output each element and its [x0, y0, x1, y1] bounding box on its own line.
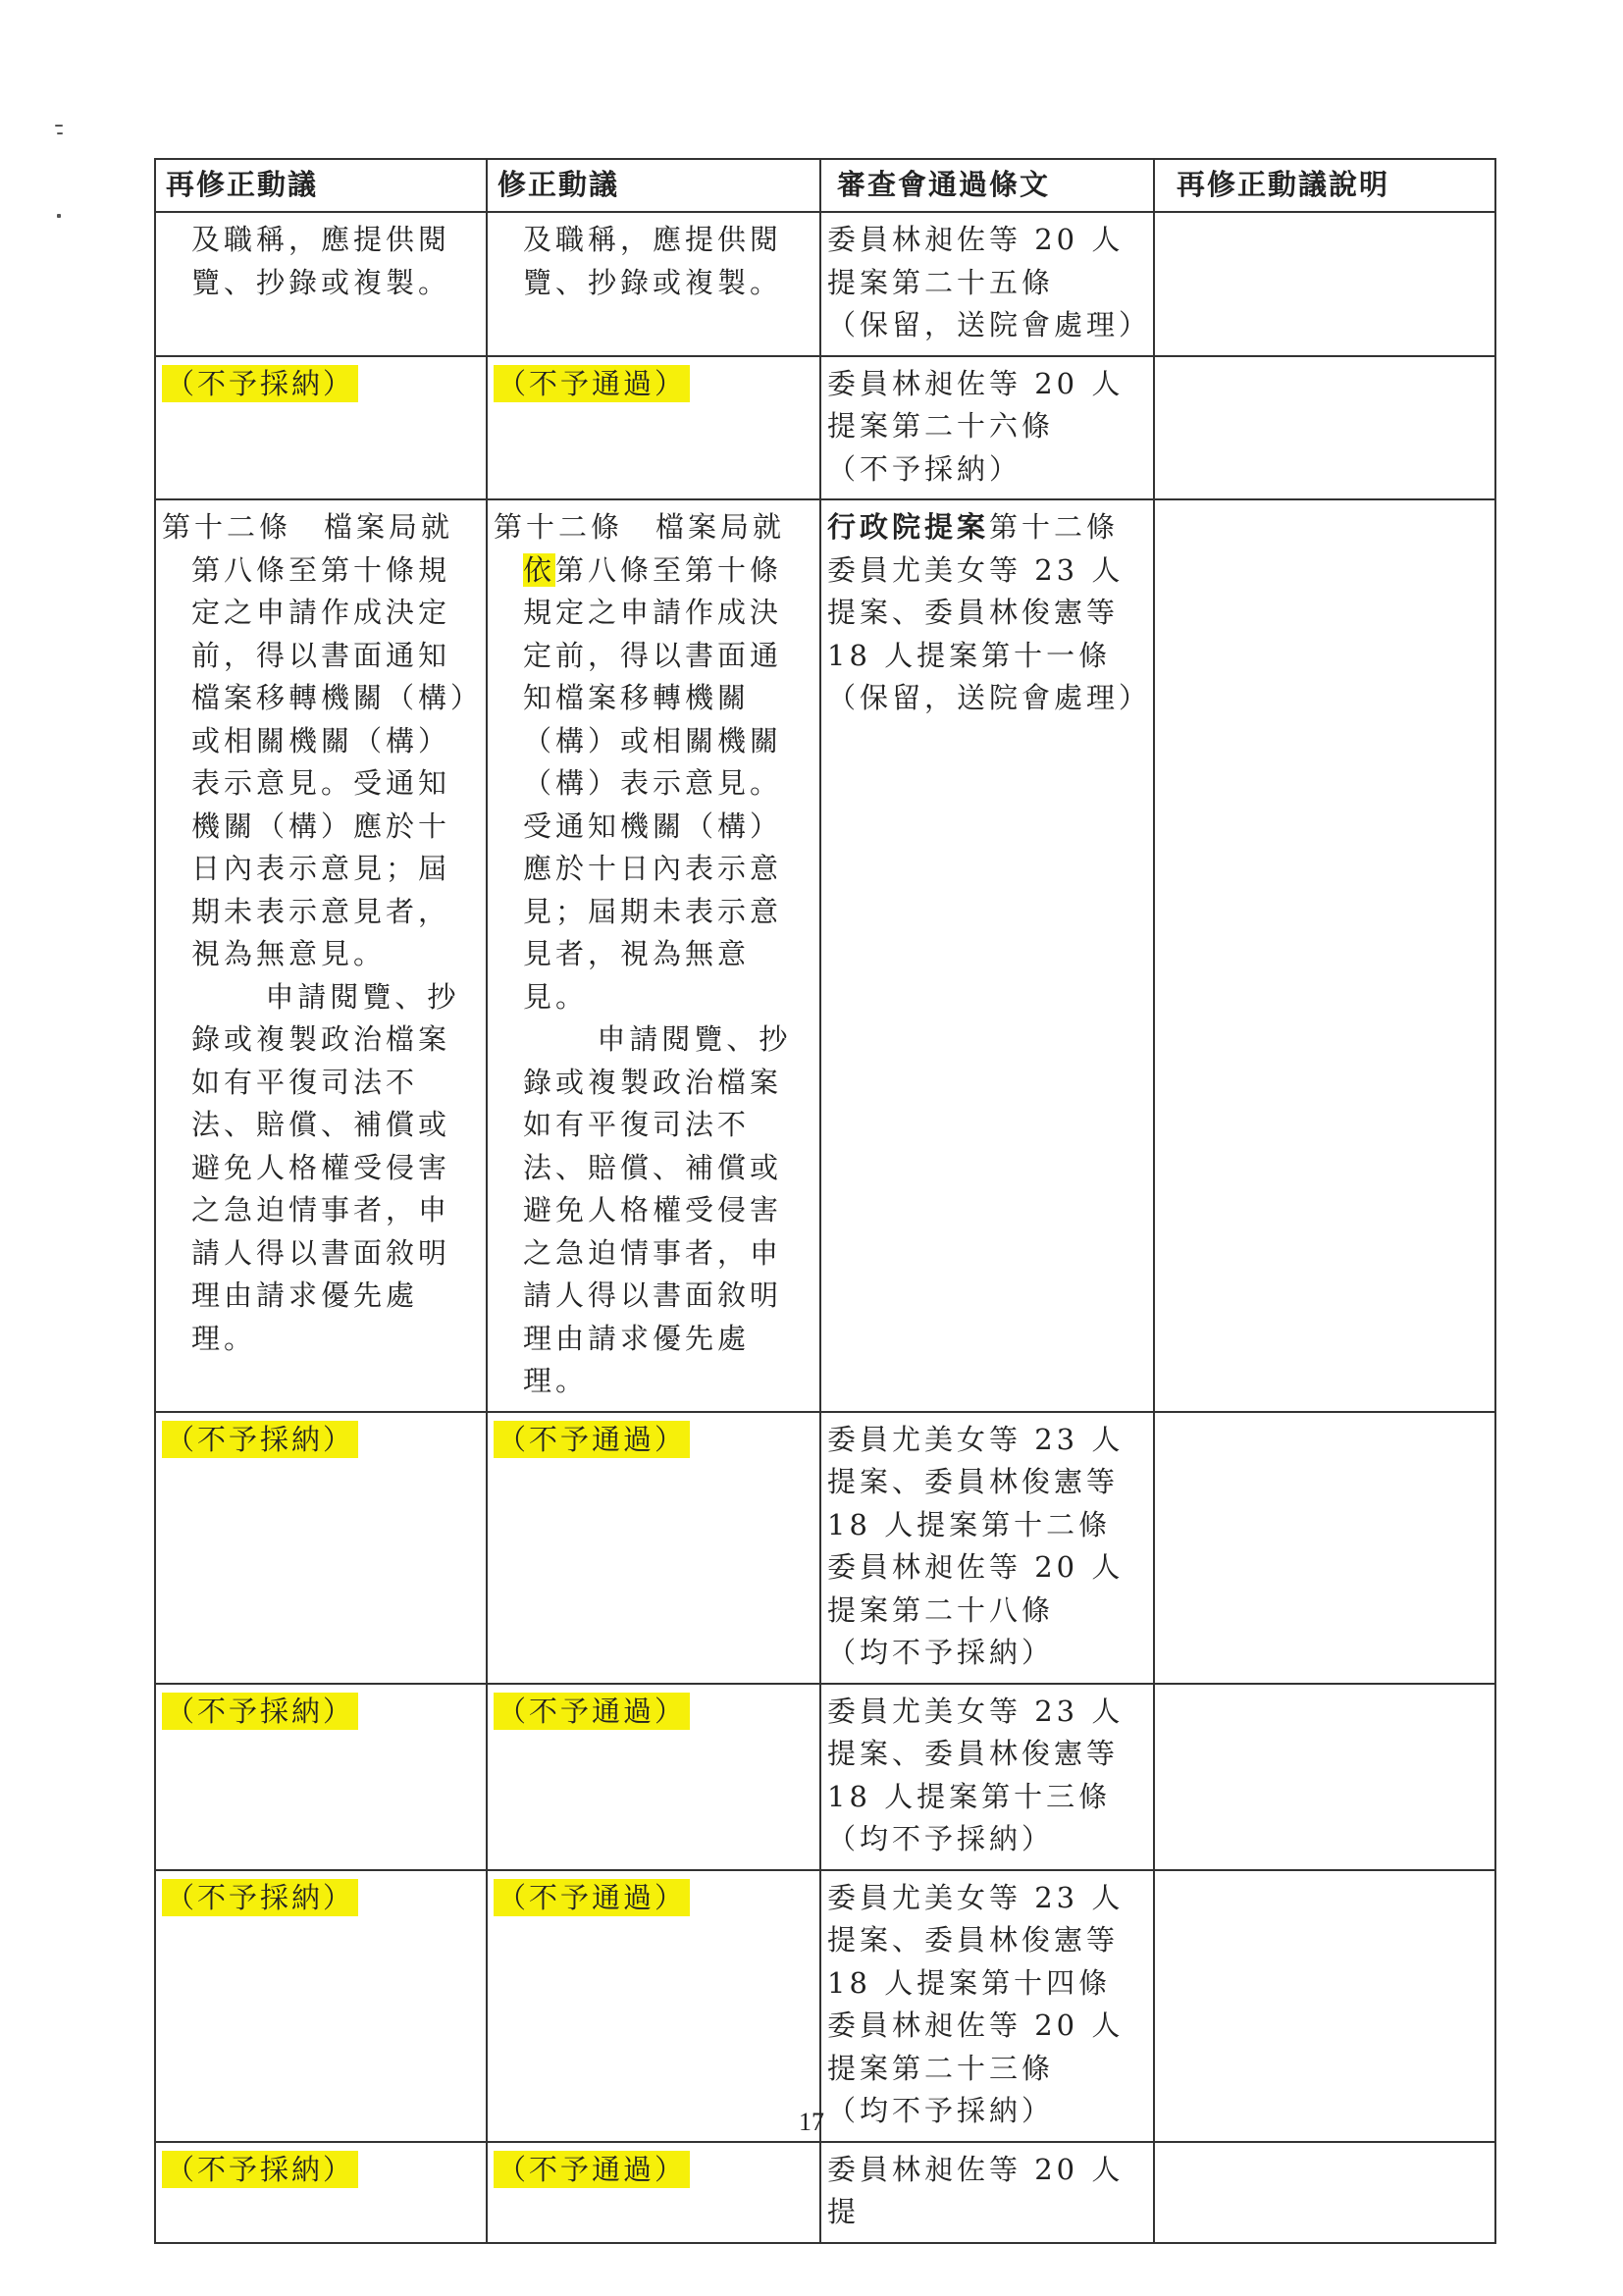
- article-paragraph: 申請閱覽、抄錄或複製政治檔案如有平復司法不法、賠償、補償或避免人格權受侵害之急迫情事者，申請人得以書面敘明理由請求優先處理。: [523, 1022, 792, 1397]
- cell-further-amendment: [155, 2142, 487, 2243]
- cell-further-amendment: [155, 1412, 487, 1684]
- cell-committee-text: [820, 356, 1154, 500]
- cell-amendment: [487, 1684, 820, 1870]
- paragraph-text: 第八條至第十條規定之申請作成決定前，得以書面通知檔案移轉機關（構）或相關機關（構）表示意見。受通知機關（構）應於十日內表示意見；屆期未表示意見者，視為無意見。: [523, 552, 783, 1014]
- table-row: [155, 2142, 1495, 2243]
- cell-further-amendment: [155, 356, 487, 500]
- cell-amendment: [487, 2142, 820, 2243]
- table-row: [155, 212, 1495, 356]
- cell-amendment: [487, 1870, 820, 2142]
- cell-further-amendment: [155, 212, 487, 356]
- cell-text: [827, 506, 1152, 720]
- cell-text: 及職稱，應提供閱覽、抄錄或複製。: [523, 223, 783, 299]
- status-highlight: （不予採納）: [162, 1421, 358, 1458]
- cell-committee-text: [820, 1684, 1154, 1870]
- article-paragraph: 申請閱覽、抄錄或複製政治檔案如有平復司法不法、賠償、補償或避免人格權受侵害之急迫情事者，申請人得以書面敘明理由請求優先處理。: [191, 979, 460, 1355]
- comparison-table: [154, 158, 1496, 2244]
- cell-amendment: [487, 356, 820, 500]
- highlighted-change: 依: [523, 552, 556, 587]
- table-row: [155, 356, 1495, 500]
- cell-text: 委員尤美女等 23 人提案、委員林俊憲等 18 人提案第十二條 委員林昶佐等 20 人提案第二十八條 （均不予採納）: [827, 1422, 1125, 1669]
- cell-explanation: [1154, 356, 1495, 500]
- article-heading: 第十二條 檔案局就: [494, 510, 786, 544]
- cell-committee-text: [820, 499, 1154, 1412]
- article-heading: 第十二條 檔案局就: [162, 510, 454, 544]
- cell-text-rest: 第十二條 委員尤美女等 23 人提案、委員林俊憲等 18 人提案第十一條 （保留，送院會處理）: [827, 510, 1152, 714]
- cell-text: 委員尤美女等 23 人提案、委員林俊憲等 18 人提案第十三條 （均不予採納）: [827, 1694, 1125, 1855]
- status-highlight: （不予採納）: [162, 1693, 358, 1730]
- scan-mark: [57, 132, 63, 134]
- status-highlight: （不予採納）: [162, 365, 358, 402]
- cell-text: 委員林昶佐等 20 人提: [827, 2152, 1125, 2228]
- status-highlight: （不予通過）: [494, 2151, 690, 2188]
- cell-further-amendment: [155, 1870, 487, 2142]
- status-highlight: （不予通過）: [494, 1421, 690, 1458]
- header-committee-text: 審查會通過條文: [820, 159, 1154, 212]
- status-highlight: （不予通過）: [494, 365, 690, 402]
- table-header-row: [155, 159, 1495, 212]
- header-further-amendment: 再修正動議: [155, 159, 487, 212]
- cell-text: 及職稱，應提供閱覽、抄錄或複製。: [191, 223, 451, 299]
- header-amendment: 修正動議: [487, 159, 820, 212]
- table-row: [155, 1412, 1495, 1684]
- page-number: 17: [799, 2108, 824, 2136]
- table-row: [155, 1870, 1495, 2142]
- cell-committee-text: [820, 1412, 1154, 1684]
- cell-committee-text: [820, 1870, 1154, 2142]
- status-highlight: （不予通過）: [494, 1879, 690, 1916]
- table-row: [155, 1684, 1495, 1870]
- article-paragraph: [494, 549, 813, 1019]
- cell-explanation: [1154, 499, 1495, 1412]
- cell-further-amendment: [155, 499, 487, 1412]
- cell-committee-text: [820, 212, 1154, 356]
- cell-amendment: [487, 1412, 820, 1684]
- cell-committee-text: [820, 2142, 1154, 2243]
- cell-explanation: [1154, 1412, 1495, 1684]
- cell-explanation: [1154, 2142, 1495, 2243]
- header-explanation: 再修正動議說明: [1154, 159, 1495, 212]
- status-highlight: （不予採納）: [162, 1879, 358, 1916]
- cell-amendment: [487, 499, 820, 1412]
- cell-explanation: [1154, 212, 1495, 356]
- cell-text: 委員尤美女等 23 人提案、委員林俊憲等 18 人提案第十四條 委員林昶佐等 20 人提案第二十三條 （均不予採納）: [827, 1880, 1125, 2127]
- cell-explanation: [1154, 1870, 1495, 2142]
- cell-text: 委員林昶佐等 20 人提案第二十五條 （保留，送院會處理）: [827, 223, 1152, 341]
- status-highlight: （不予通過）: [494, 1693, 690, 1730]
- table-row: [155, 499, 1495, 1412]
- cell-amendment: [487, 212, 820, 356]
- cell-explanation: [1154, 1684, 1495, 1870]
- scan-mark: [55, 125, 63, 127]
- article-paragraph: 第八條至第十條規定之申請作成決定前，得以書面通知檔案移轉機關（構）或相關機關（構）表示意見。受通知機關（構）應於十日內表示意見；屆期未表示意見者，視為無意見。: [191, 552, 469, 970]
- cell-text: 委員林昶佐等 20 人提案第二十六條 （不予採納）: [827, 366, 1125, 486]
- status-highlight: （不予採納）: [162, 2151, 358, 2188]
- bold-label: 行政院提案: [827, 510, 990, 544]
- scan-mark: [57, 214, 61, 218]
- cell-further-amendment: [155, 1684, 487, 1870]
